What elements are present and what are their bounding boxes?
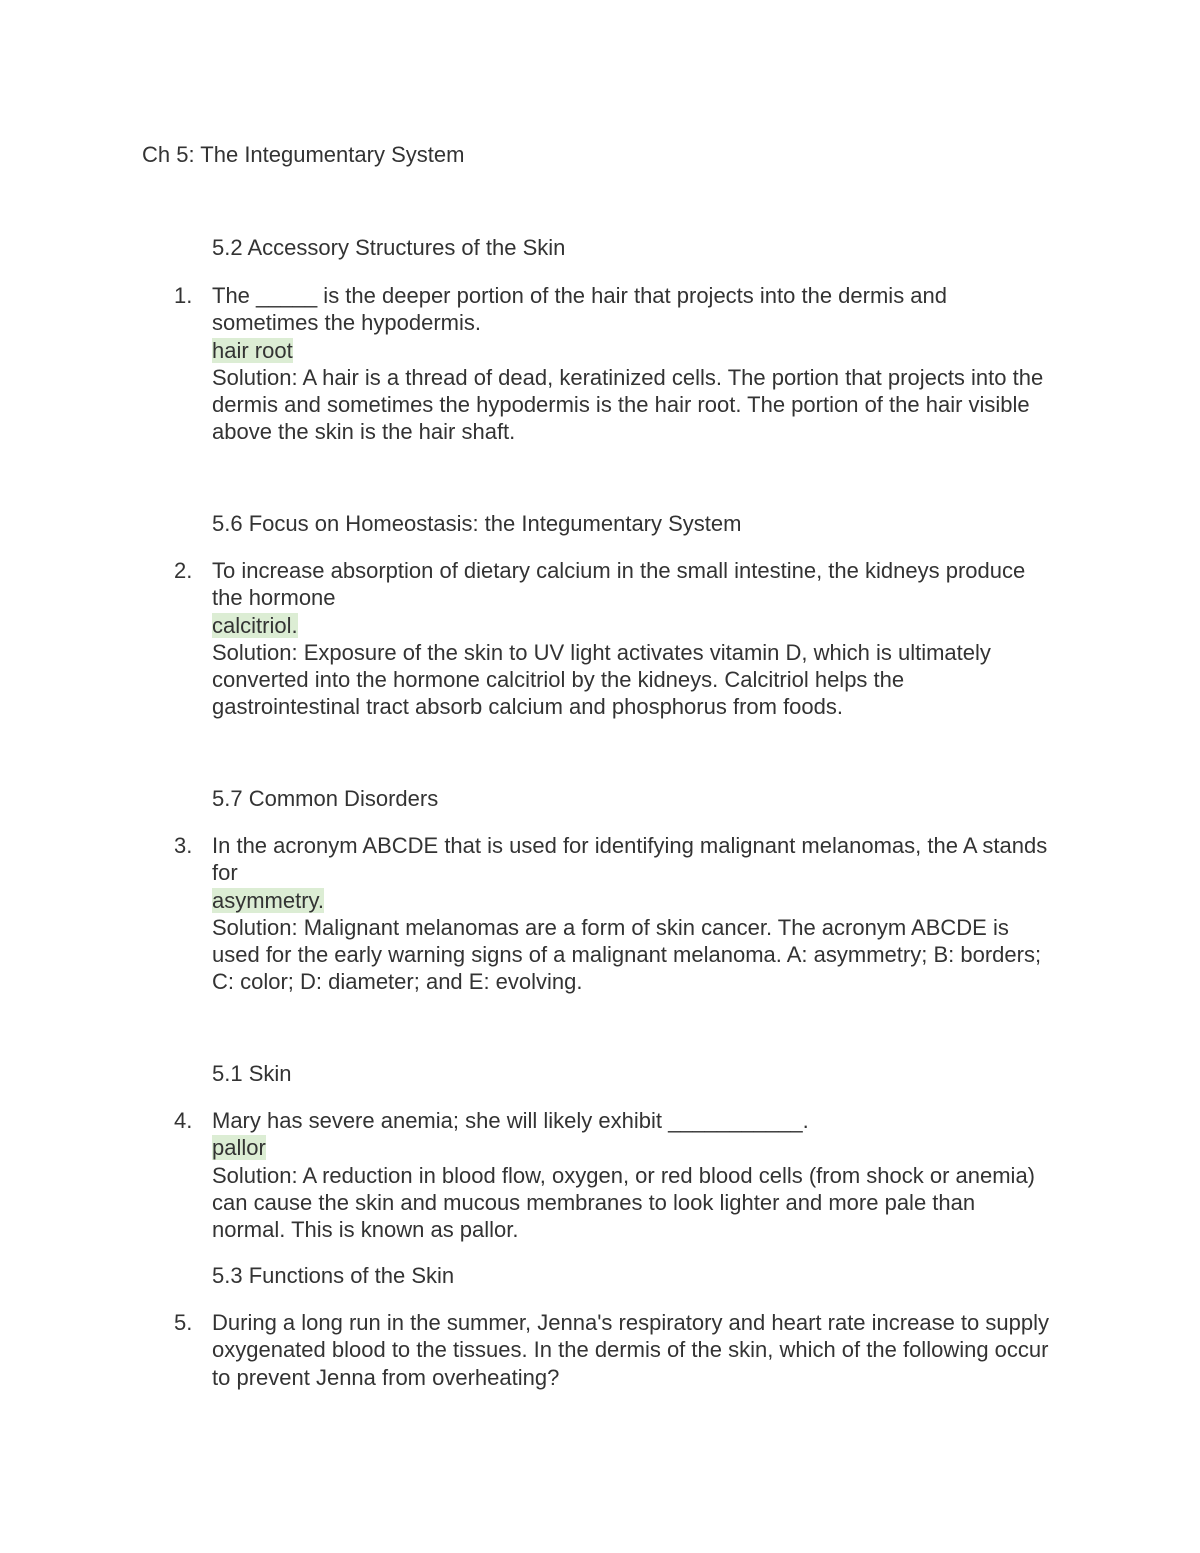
question-item bbox=[174, 1107, 1054, 1243]
section-heading: 5.2 Accessory Structures of the Skin bbox=[212, 235, 566, 260]
answer-highlight: calcitriol. bbox=[212, 612, 298, 638]
answer-highlight: pallor bbox=[212, 1135, 266, 1161]
solution-text: Solution: Exposure of the skin to UV light activates vitamin D, which is ultimately converted into the hormone calcitriol by the kidneys. Calcitriol helps the gastrointestinal tract absorb calcium and phosphorus from foods. bbox=[212, 639, 991, 720]
section-heading: 5.3 Functions of the Skin bbox=[212, 1263, 455, 1288]
question-item bbox=[174, 832, 1054, 996]
question-number: 2. bbox=[174, 558, 193, 583]
answer-highlight: asymmetry. bbox=[212, 887, 325, 913]
section-heading: 5.1 Skin bbox=[212, 1061, 292, 1086]
question-item bbox=[174, 282, 1054, 446]
question-number: 5. bbox=[174, 1310, 193, 1335]
question-number: 3. bbox=[174, 833, 193, 858]
question-number: 1. bbox=[174, 283, 193, 308]
question-item bbox=[174, 1309, 1054, 1391]
section-heading: 5.7 Common Disorders bbox=[212, 786, 439, 811]
answer-highlight: hair root bbox=[212, 337, 293, 363]
solution-text: Solution: A reduction in blood flow, oxygen, or red blood cells (from shock or anemia) can cause the skin and mucous membranes to look lighter and more pale than normal. This is known as pallor. bbox=[212, 1162, 1036, 1243]
page-title: Ch 5: The Integumentary System bbox=[142, 142, 465, 167]
solution-text: Solution: Malignant melanomas are a form of skin cancer. The acronym ABCDE is used for the early warning signs of a malignant melanoma. A: asymmetry; B: borders; C: color; D: diameter; and E: evolving. bbox=[212, 914, 1042, 995]
solution-text: Solution: A hair is a thread of dead, keratinized cells. The portion that projects into the dermis and sometimes the hypodermis is the hair root. The portion of the hair visible above the skin is the hair shaft. bbox=[212, 364, 1044, 445]
question-text: To increase absorption of dietary calcium in the small intestine, the kidneys produce the hormone bbox=[212, 558, 1026, 611]
question-number: 4. bbox=[174, 1108, 193, 1133]
question-text: In the acronym ABCDE that is used for identifying malignant melanomas, the A stands for bbox=[212, 833, 1048, 886]
question-text: During a long run in the summer, Jenna's respiratory and heart rate increase to supply oxygenated blood to the tissues. In the dermis of the skin, which of the following occur to prevent Jenna from overheating? bbox=[212, 1310, 1049, 1390]
question-text: The _____ is the deeper portion of the hair that projects into the dermis and sometimes the hypodermis. bbox=[212, 283, 948, 336]
question-text: Mary has severe anemia; she will likely exhibit ___________. bbox=[212, 1108, 809, 1133]
question-item bbox=[174, 557, 1054, 721]
section-heading: 5.6 Focus on Homeostasis: the Integumentary System bbox=[212, 511, 742, 536]
